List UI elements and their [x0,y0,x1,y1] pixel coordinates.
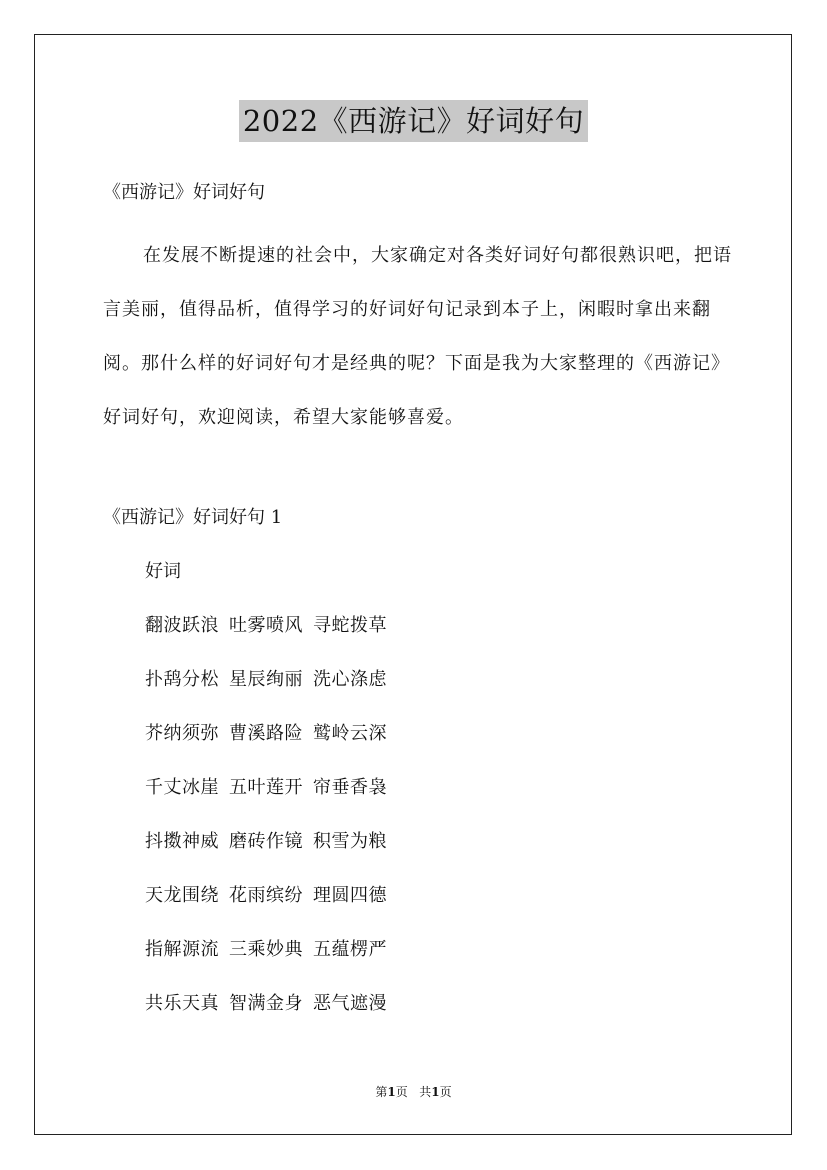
phrase: 洗心涤虑 [313,669,387,690]
page-suffix: 页 [395,1085,408,1099]
phrase: 共乐天真 [145,993,219,1014]
total-num: 1 [431,1085,440,1099]
phrase: 五蕴楞严 [313,939,387,960]
section-title: 《西游记》好词好句 1 [103,507,283,528]
page-num: 1 [387,1085,396,1099]
phrase-row [145,665,397,719]
document-subtitle: 《西游记》好词好句 [103,182,265,203]
title-block [0,100,827,142]
phrase: 花雨缤纷 [229,885,303,906]
page-footer [0,1083,827,1101]
phrase: 寻蛇拨草 [313,615,387,636]
phrase-row [145,881,397,935]
phrase-row [145,611,397,665]
phrase: 积雪为粮 [313,831,387,852]
page-total [419,1085,451,1099]
phrase-row [145,773,397,827]
phrase: 磨砖作镜 [229,831,303,852]
phrase: 帘垂香袅 [313,777,387,798]
phrase: 翻波跃浪 [145,615,219,636]
phrase: 理圆四德 [313,885,387,906]
phrase-list [145,611,397,1043]
phrase: 曹溪路险 [229,723,303,744]
phrase-row [145,827,397,881]
section-label: 好词 [145,561,181,582]
phrase: 指解源流 [145,939,219,960]
total-prefix: 共 [419,1085,432,1099]
phrase-row [145,719,397,773]
phrase: 千丈冰崖 [145,777,219,798]
phrase: 吐雾喷风 [229,615,303,636]
phrase: 恶气遮漫 [313,993,387,1014]
phrase: 星辰绚丽 [229,669,303,690]
page-prefix: 第 [375,1085,388,1099]
page-number [375,1085,407,1099]
phrase: 扑鸹分松 [145,669,219,690]
phrase: 鹫岭云深 [313,723,387,744]
phrase: 三乘妙典 [229,939,303,960]
document-title: 2022《西游记》好词好句 [239,100,588,142]
phrase: 抖擞神威 [145,831,219,852]
total-suffix: 页 [439,1085,452,1099]
phrase: 芥纳须弥 [145,723,219,744]
phrase-row [145,935,397,989]
phrase-row [145,989,397,1043]
phrase: 智满金身 [229,993,303,1014]
phrase: 天龙围绕 [145,885,219,906]
phrase: 五叶莲开 [229,777,303,798]
intro-paragraph: 在发展不断提速的社会中，大家确定对各类好词好句都很熟识吧，把语言美丽，值得品析，值得学习的好词好句记录到本子上，闲暇时拿出来翻阅。那什么样的好词好句才是经典的呢？下面是我为大家整理的《西游记》好词好句，欢迎阅读，希望大家能够喜爱。 [103,245,732,428]
